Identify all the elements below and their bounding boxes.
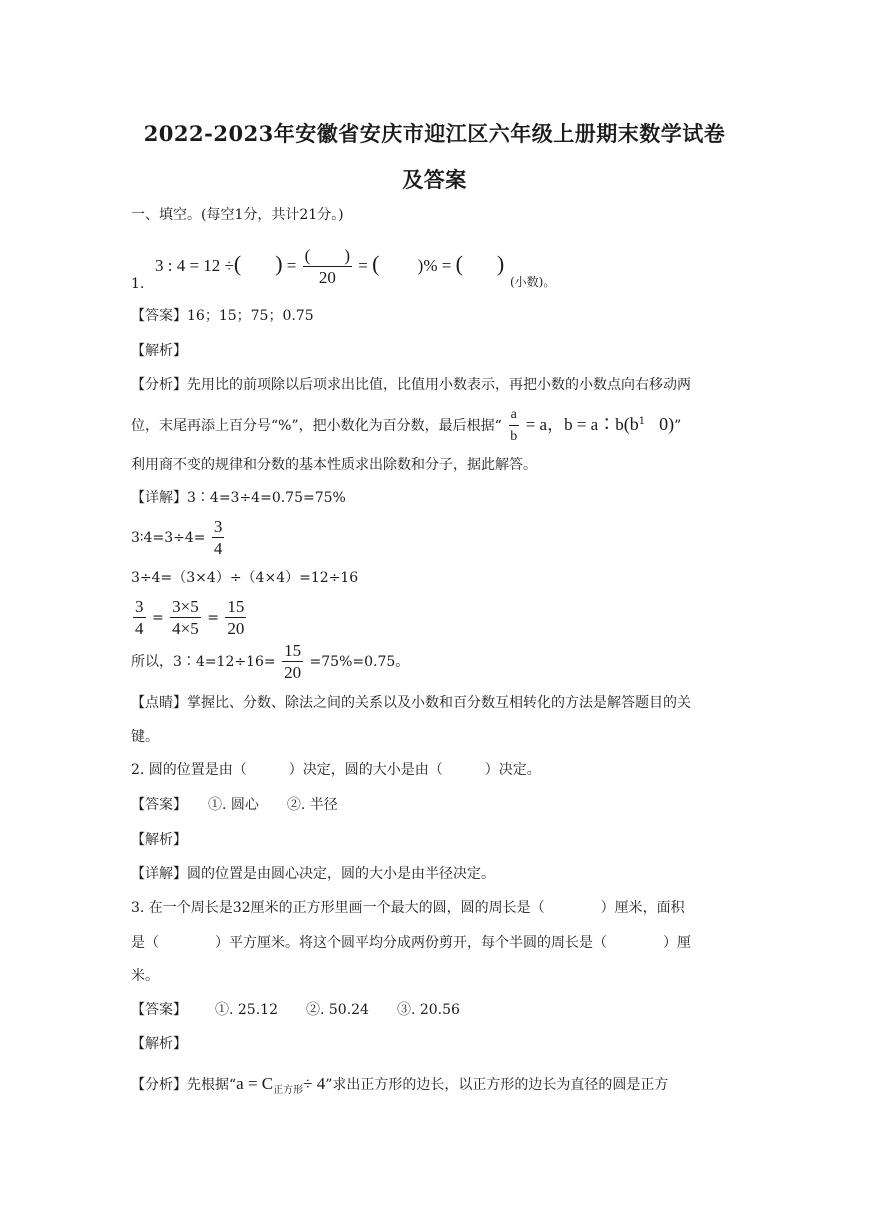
- q1-dianjing-1: 【点睛】掌握比、分数、除法之间的关系以及小数和百分数互相转化的方法是解答题目的关: [131, 695, 691, 711]
- q1-fraction: $\frac{( )}{20}$: [304, 245, 350, 287]
- q1-detail-1: 【详解】3∶4=3÷4=0.75=75%: [131, 490, 346, 506]
- q3-question-3: 米。: [131, 968, 159, 984]
- q1-dianjing-2: 键。: [131, 729, 159, 745]
- q3-fenxi: 【分析】先根据“$a = C_{正方形}\div 4$”求出正方形的边长，以正方形的边长为直径的圆是正方: [131, 1074, 669, 1096]
- q1-number: 1.: [131, 276, 145, 292]
- q1-answer: 【答案】16；15；75；0.75: [131, 308, 314, 324]
- q1-fenxi-2: 位，末尾再添上百分号“%”，把小数化为百分数，最后根据“ $\frac{a}{b}$ = a，$b = a∶b(b^1$ 0)”: [131, 406, 682, 444]
- q1-jiexi: 【解析】: [131, 343, 187, 359]
- q3-question-2: 是（ ）平方厘米。将这个圆平均分成两份剪开，每个半圆的周长是（ ）厘: [131, 935, 691, 951]
- q2-answer: 【答案】 ①. 圆心 ②. 半径: [131, 797, 338, 813]
- q1-expression: 3 : 4 = 12 ÷( ) = $\frac{( )}{20}$ = ( )% = ( ): [155, 245, 505, 287]
- q1-detail-3: 3÷4=（3×4）÷（4×4）=12÷16: [131, 570, 359, 586]
- q1-expr-start: 3 : 4 = 12 ÷: [155, 256, 234, 275]
- q1-tail: (小数)。: [510, 275, 556, 289]
- q3-jiexi: 【解析】: [131, 1036, 187, 1052]
- q2-jiexi: 【解析】: [131, 832, 187, 848]
- document-title-line2: 及答案: [402, 167, 467, 192]
- q3-answer: 【答案】 ①. 25.12 ②. 50.24 ③. 20.56: [131, 1002, 460, 1018]
- q3-question-1: 3. 在一个周长是32厘米的正方形里画一个最大的圆，圆的周长是（ ）厘米，面积: [131, 900, 685, 916]
- q1-detail-2: 3∶4=3÷4= $\frac{3}{4}$: [131, 516, 223, 558]
- q1-fenxi-1: 【分析】先用比的前项除以后项求出比值，比值用小数表示，再把小数的小数点向右移动两: [131, 377, 691, 393]
- q2-detail: 【详解】圆的位置是由圆心决定，圆的大小是由半径决定。: [131, 866, 495, 882]
- q1-detail-4: $\frac{3}{4}$ = $\frac{3\times 5}{4\times 5}$ = $\frac{15}{20}$: [135, 596, 245, 638]
- document-title-line1: 2022-2023年安徽省安庆市迎江区六年级上册期末数学试卷: [143, 121, 726, 146]
- q2-question: 2. 圆的位置是由（ ）决定，圆的大小是由（ ）决定。: [131, 762, 541, 778]
- section-heading: 一、填空。(每空1分，共计21分。): [131, 207, 344, 223]
- q1-fenxi-3: 利用商不变的规律和分数的基本性质求出除数和分子，据此解答。: [131, 457, 537, 473]
- q1-detail-5: 所以，3∶4=12÷16= $\frac{15}{20}$ =75%=0.75。: [131, 640, 410, 682]
